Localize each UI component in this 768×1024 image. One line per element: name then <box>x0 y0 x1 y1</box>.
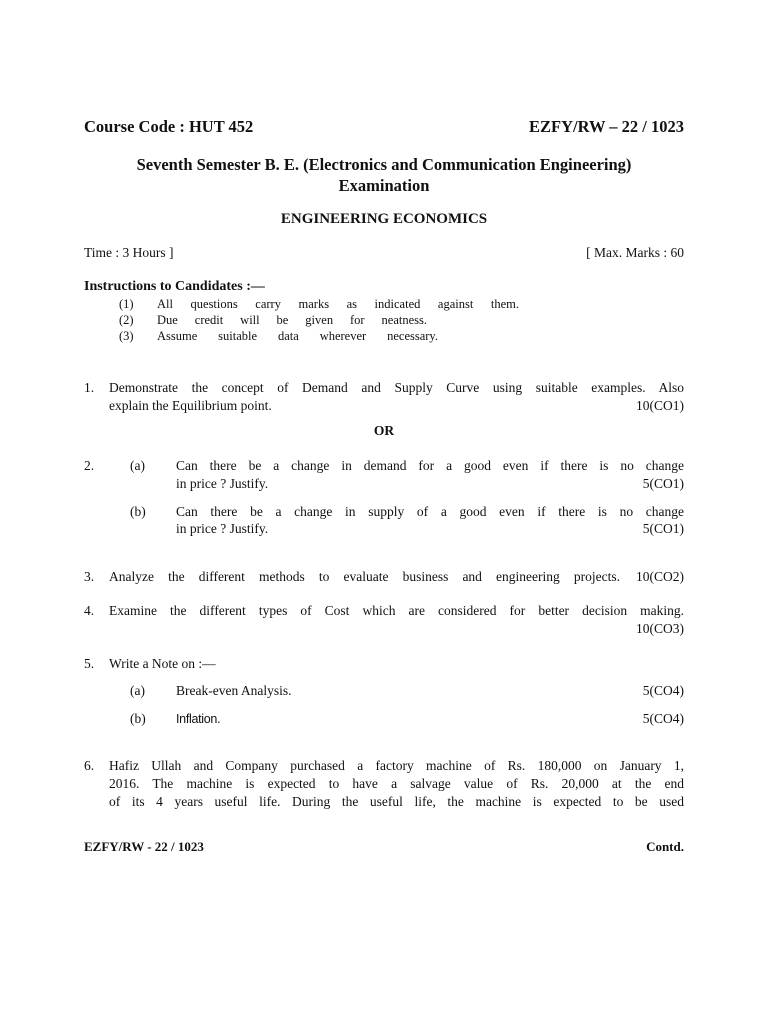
semester-line-2: Examination <box>338 176 430 195</box>
question-number: 2. <box>84 458 95 473</box>
question-text: Demonstrate the concept of Demand and Supply Curve using suitable examples. Also <box>109 380 684 395</box>
question-text: in price ? Justify. <box>176 476 269 491</box>
time-label: Time : 3 Hours ] <box>84 245 174 260</box>
question-text: Can there be a change in demand for a good even if there is no change <box>176 458 684 473</box>
question-marks: 10(CO2) <box>636 569 684 584</box>
subquestion-label: (b) <box>130 711 146 726</box>
or-separator: OR <box>373 423 395 438</box>
question-text: Hafiz Ullah and Company purchased a factory machine of Rs. 180,000 on January 1, <box>109 758 684 773</box>
question-text: Write a Note on :— <box>109 656 216 671</box>
question-text: Can there be a change in supply of a good even if there is no change <box>176 504 684 519</box>
subquestion-label: (a) <box>130 458 145 473</box>
instruction-num: (1) <box>119 297 134 311</box>
question-text: 2016. The machine is expected to have a salvage value of Rs. 20,000 at the end <box>109 776 684 791</box>
question-marks: 10(CO1) <box>636 398 684 413</box>
paper-code: EZFY/RW – 22 / 1023 <box>529 117 684 136</box>
semester-line-1: Seventh Semester B. E. (Electronics and Communication Engineering) <box>136 155 632 174</box>
question-marks: 5(CO4) <box>642 683 684 698</box>
instructions-title: Instructions to Candidates :— <box>84 279 265 294</box>
question-text: Inflation. <box>176 712 221 726</box>
question-text: Examine the different types of Cost which are considered for better decision making. <box>109 603 684 618</box>
question-number: 3. <box>84 569 95 584</box>
question-text: explain the Equilibrium point. <box>109 398 272 413</box>
subject-title: ENGINEERING ECONOMICS <box>280 211 488 227</box>
question-text: Analyze the different methods to evaluate business and engineering projects. <box>109 569 620 584</box>
max-marks-label: [ Max. Marks : 60 <box>586 245 684 260</box>
question-text: Break-even Analysis. <box>176 683 292 698</box>
instruction-num: (2) <box>119 313 134 327</box>
footer-code: EZFY/RW - 22 / 1023 <box>84 839 204 854</box>
question-text: in price ? Justify. <box>176 521 269 536</box>
question-marks: 5(CO1) <box>642 476 684 491</box>
subquestion-label: (b) <box>130 504 146 519</box>
question-number: 1. <box>84 380 95 395</box>
subquestion-label: (a) <box>130 683 145 698</box>
instruction-num: (3) <box>119 329 134 343</box>
question-marks: 5(CO4) <box>642 711 684 726</box>
instruction-text: All questions carry marks as indicated against them. <box>157 297 519 311</box>
question-number: 5. <box>84 656 95 671</box>
course-code: Course Code : HUT 452 <box>84 117 254 136</box>
instruction-text: Assume suitable data wherever necessary. <box>157 329 438 343</box>
question-text: of its 4 years useful life. During the useful life, the machine is expected to be used <box>109 794 684 809</box>
question-number: 6. <box>84 758 95 773</box>
question-marks: 10(CO3) <box>636 621 684 636</box>
instruction-text: Due credit will be given for neatness. <box>157 313 427 327</box>
footer-contd: Contd. <box>646 839 684 854</box>
question-marks: 5(CO1) <box>642 521 684 536</box>
question-number: 4. <box>84 603 95 618</box>
